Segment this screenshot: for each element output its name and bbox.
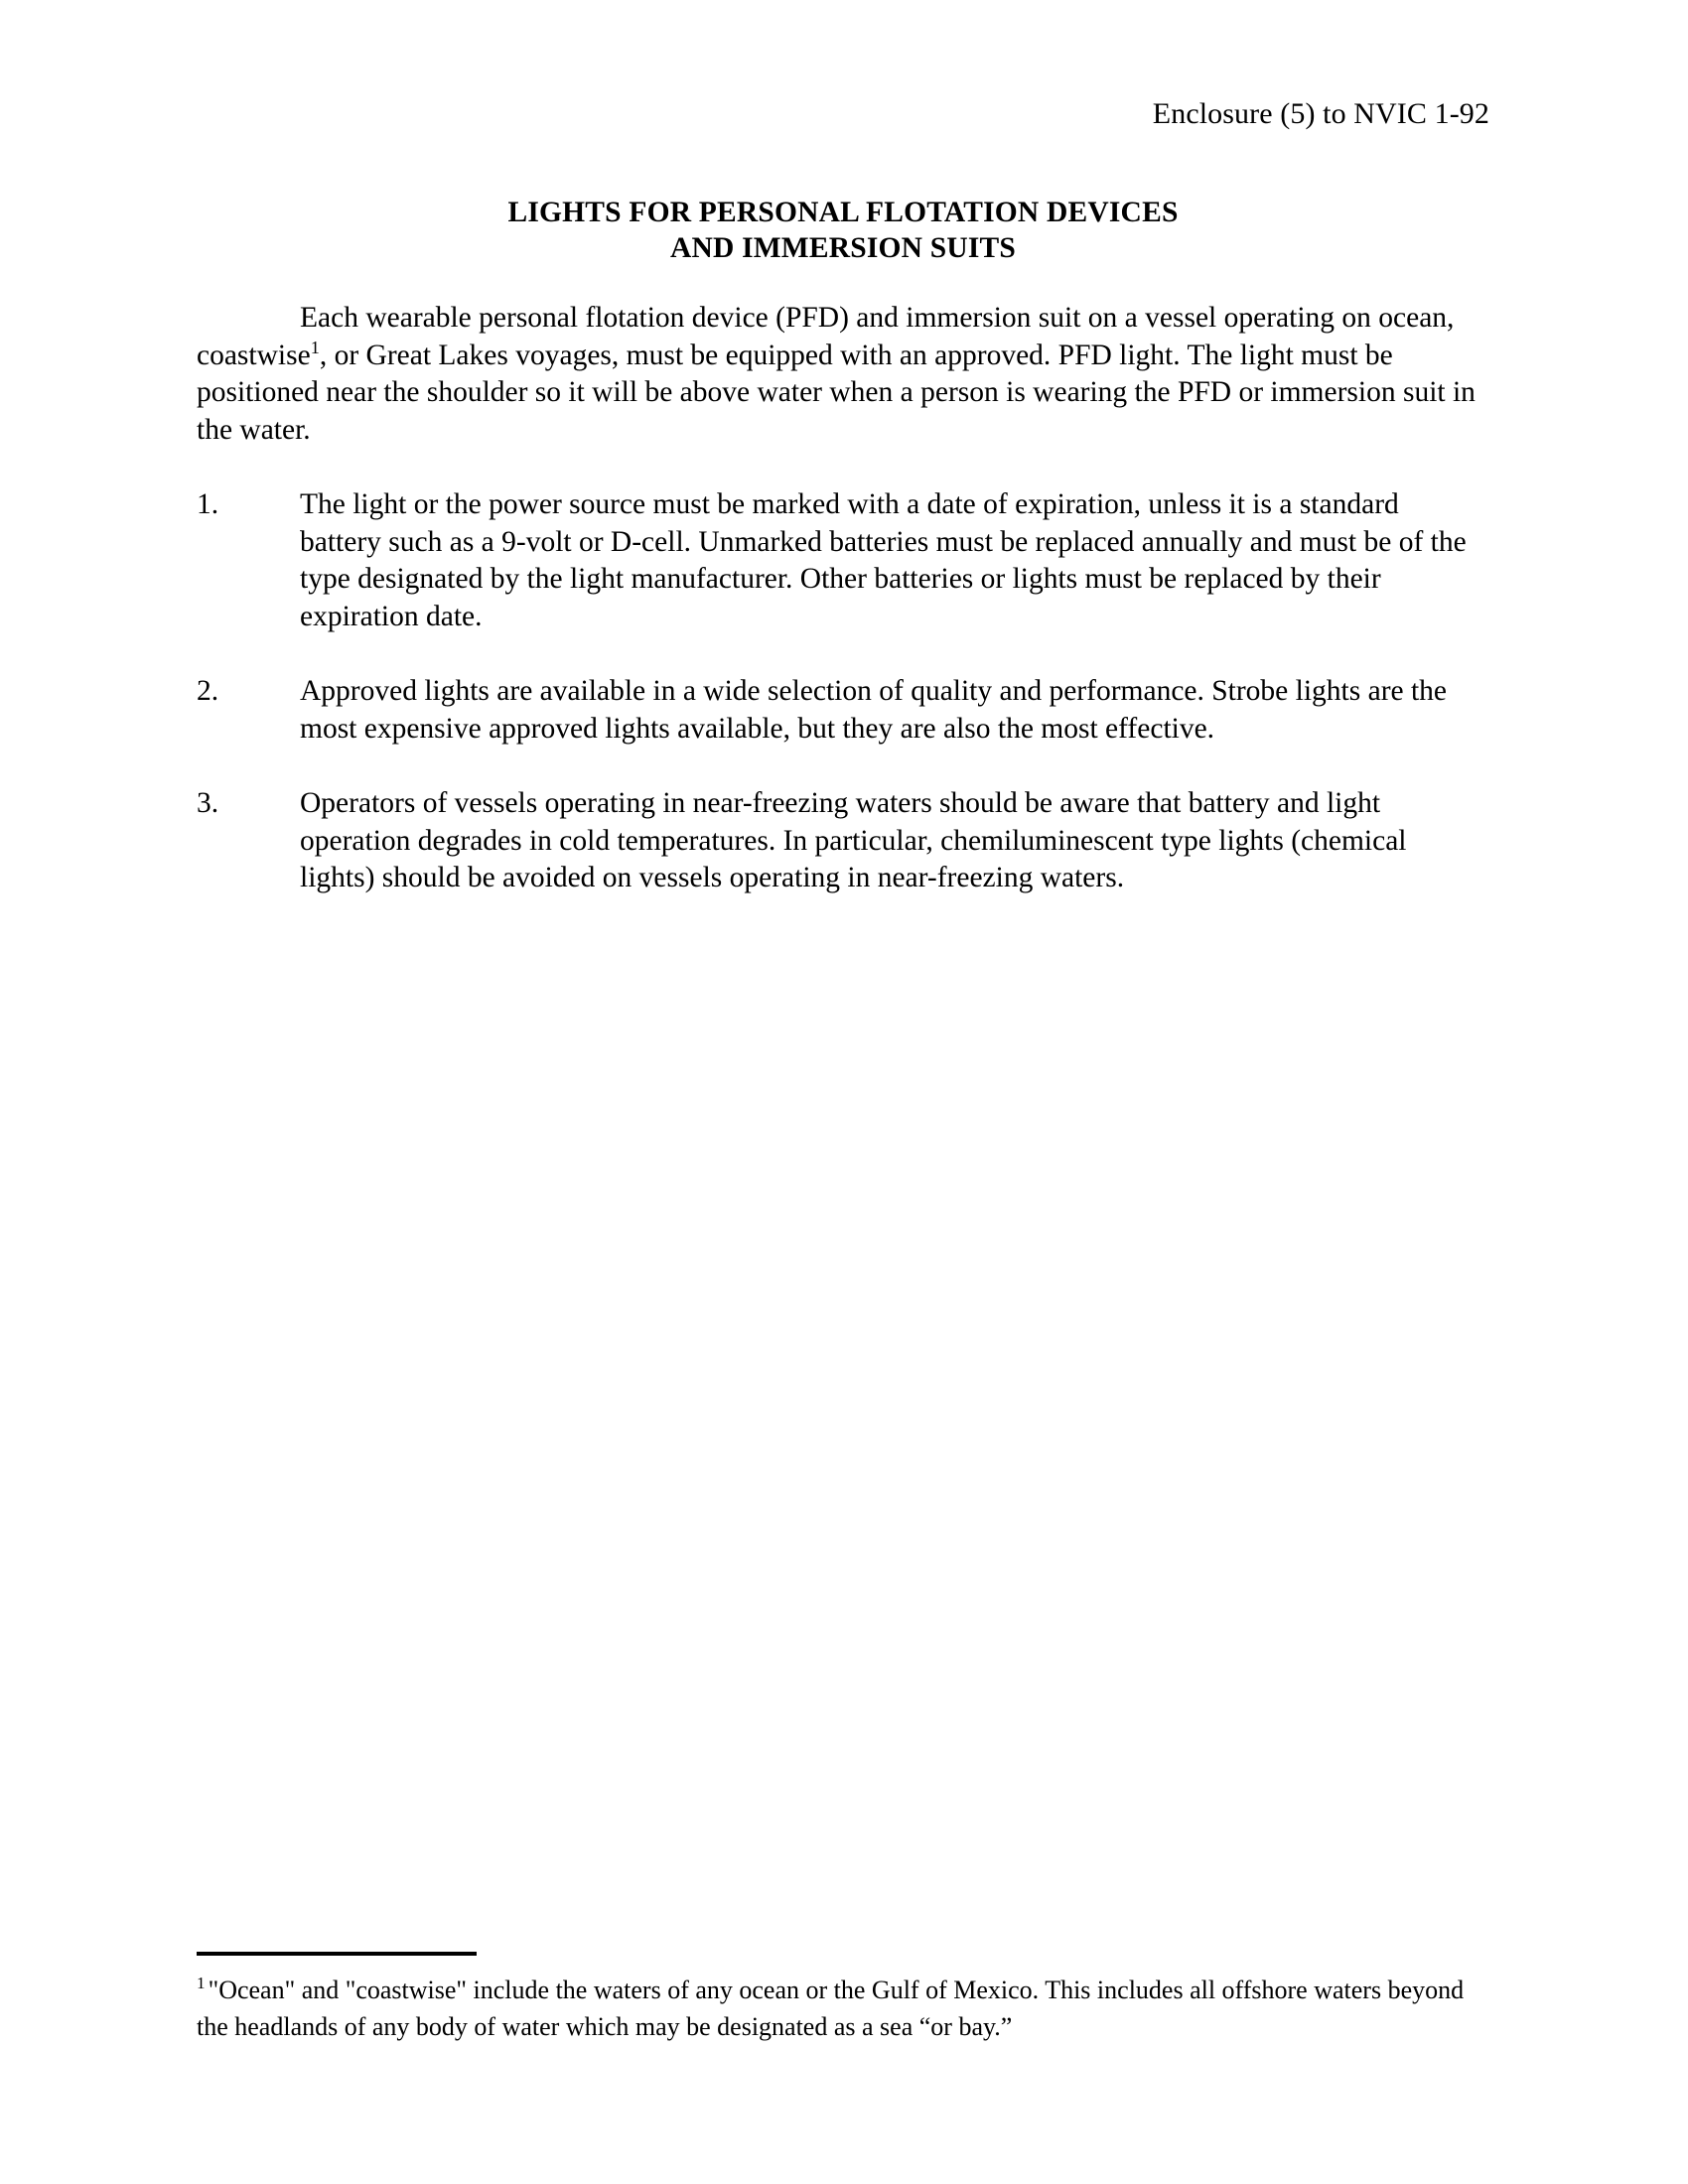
list-item-marker: 1. xyxy=(197,488,219,520)
footnote-reference-marker: 1 xyxy=(310,337,320,357)
page-title-line-1: LIGHTS FOR PERSONAL FLOTATION DEVICES xyxy=(507,197,1179,228)
page-title-line-2: AND IMMERSION SUITS xyxy=(669,232,1017,264)
list-item-text: Operators of vessels operating in near-freezing waters should be aware that battery and light operation degrades in cold temperatures. In particular, chemiluminescent type lights (chemical lights) should be avoided on vessels operating in near-freezing waters. xyxy=(300,787,1407,893)
list-item xyxy=(197,673,1479,748)
document-body xyxy=(197,300,1479,897)
list-item-text: The light or the power source must be marked with a date of expiration, unless it is a standard battery such as a 9-volt or D-cell. Unmarked batteries must be replaced annually and must be of the type designated by the light manufacturer. Other batteries or lights must be replaced by their expiration date. xyxy=(300,488,1467,632)
list-item xyxy=(197,486,1479,635)
footnote-text xyxy=(197,1972,1489,2045)
list-item-marker: 2. xyxy=(197,675,219,707)
numbered-list xyxy=(197,486,1479,897)
footnote-body: "Ocean" and "coastwise" include the waters of any ocean or the Gulf of Mexico. This includes all offshore waters beyond the headlands of any body of water which may be designated as a sea “or bay.” xyxy=(197,1976,1465,2041)
lead-paragraph-part-1: Each wearable personal flotation device (PFD) and immersion suit on a vessel operating on ocean, coastwise xyxy=(197,302,1455,371)
footnote-separator-rule xyxy=(197,1952,477,1956)
lead-paragraph-part-2: , or Great Lakes voyages, must be equipped with an approved. PFD light. The light must be positioned near the shoulder so it will be above water when a person is wearing the PFD or immersion suit in the water. xyxy=(197,339,1476,446)
list-item-marker: 3. xyxy=(197,787,219,819)
document-header: Enclosure (5) to NVIC 1-92 xyxy=(1152,97,1489,130)
footnote-marker: 1 xyxy=(197,1974,206,1993)
list-item-text: Approved lights are available in a wide selection of quality and performance. Strobe lights are the most expensive approved lights available, but they are also the most effective. xyxy=(300,675,1448,745)
footnote-area xyxy=(197,1952,1489,2045)
list-item xyxy=(197,785,1479,897)
page-title xyxy=(197,195,1489,266)
lead-paragraph xyxy=(197,300,1479,449)
